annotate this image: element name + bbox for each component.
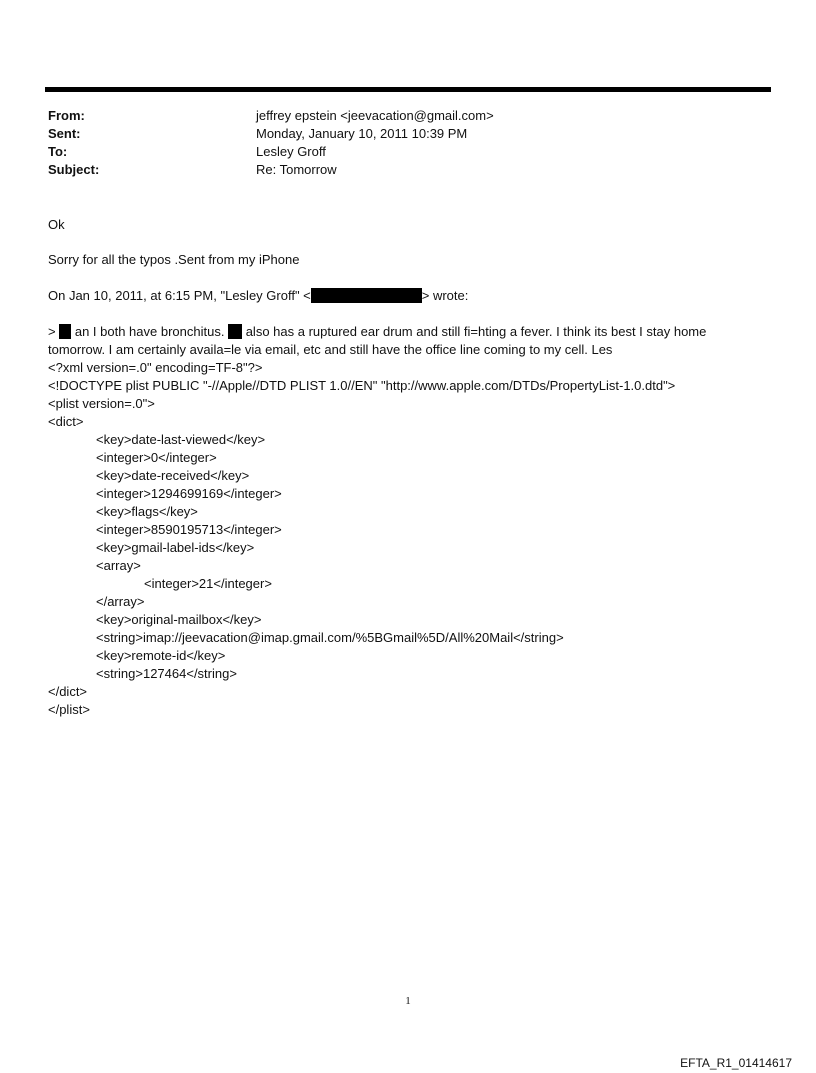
plist-line: <key>remote-id</key> xyxy=(96,648,226,663)
quote-line-1 xyxy=(48,323,706,341)
plist-line: <?xml version=.0" encoding=TF-8"?> xyxy=(48,360,263,375)
quote-intro-prefix: On Jan 10, 2011, at 6:15 PM, "Lesley Groff" < xyxy=(48,288,311,303)
quote-intro-suffix: > wrote: xyxy=(421,288,469,303)
plist-line: <key>flags</key> xyxy=(96,504,198,519)
plist-line: <key>gmail-label-ids</key> xyxy=(96,540,255,555)
plist-line: </array> xyxy=(96,594,145,609)
sent-value: Monday, January 10, 2011 10:39 PM xyxy=(256,126,468,141)
redaction-block xyxy=(59,324,71,339)
reply-text: Ok xyxy=(48,217,65,232)
plist-line: <integer>21</integer> xyxy=(144,576,272,591)
plist-line: </plist> xyxy=(48,702,90,717)
document-id: EFTA_R1_01414617 xyxy=(680,1056,792,1070)
from-label: From: xyxy=(48,108,85,123)
plist-line: <string>imap://jeevacation@imap.gmail.com/%5BGmail%5D/All%20Mail</string> xyxy=(96,630,564,645)
quote-marker: > xyxy=(48,324,56,339)
redaction-block xyxy=(311,288,422,303)
from-value: jeffrey epstein <jeevacation@gmail.com> xyxy=(256,108,494,123)
sent-label: Sent: xyxy=(48,126,81,141)
plist-line: <key>original-mailbox</key> xyxy=(96,612,262,627)
signature-text: Sorry for all the typos .Sent from my iPhone xyxy=(48,252,300,267)
plist-line: <key>date-last-viewed</key> xyxy=(96,432,266,447)
quote-intro xyxy=(48,287,468,305)
subject-value: Re: Tomorrow xyxy=(256,162,337,177)
subject-label: Subject: xyxy=(48,162,100,177)
quote-line-2: tomorrow. I am certainly availa=le via email, etc and still have the office line coming to my cell. Les xyxy=(48,342,613,357)
to-value: Lesley Groff xyxy=(256,144,326,159)
plist-line: <integer>0</integer> xyxy=(96,450,217,465)
plist-line: <!DOCTYPE plist PUBLIC "-//Apple//DTD PLIST 1.0//EN" "http://www.apple.com/DTDs/PropertyList-1.0.dtd"> xyxy=(48,378,676,393)
plist-line: <dict> xyxy=(48,414,84,429)
header-rule xyxy=(45,87,771,92)
plist-line: <string>127464</string> xyxy=(96,666,237,681)
page-number: 1 xyxy=(405,995,411,1007)
redaction-block xyxy=(228,324,242,339)
quote-line-1-part-a: an I both have bronchitus. xyxy=(74,324,225,339)
plist-line: </dict> xyxy=(48,684,88,699)
to-label: To: xyxy=(48,144,68,159)
plist-line: <key>date-received</key> xyxy=(96,468,250,483)
quote-line-1-part-b: also has a ruptured ear drum and still fi=hting a fever. I think its best I stay home xyxy=(245,324,707,339)
plist-line: <integer>8590195713</integer> xyxy=(96,522,282,537)
plist-line: <integer>1294699169</integer> xyxy=(96,486,282,501)
plist-line: <array> xyxy=(96,558,141,573)
plist-line: <plist version=.0"> xyxy=(48,396,155,411)
